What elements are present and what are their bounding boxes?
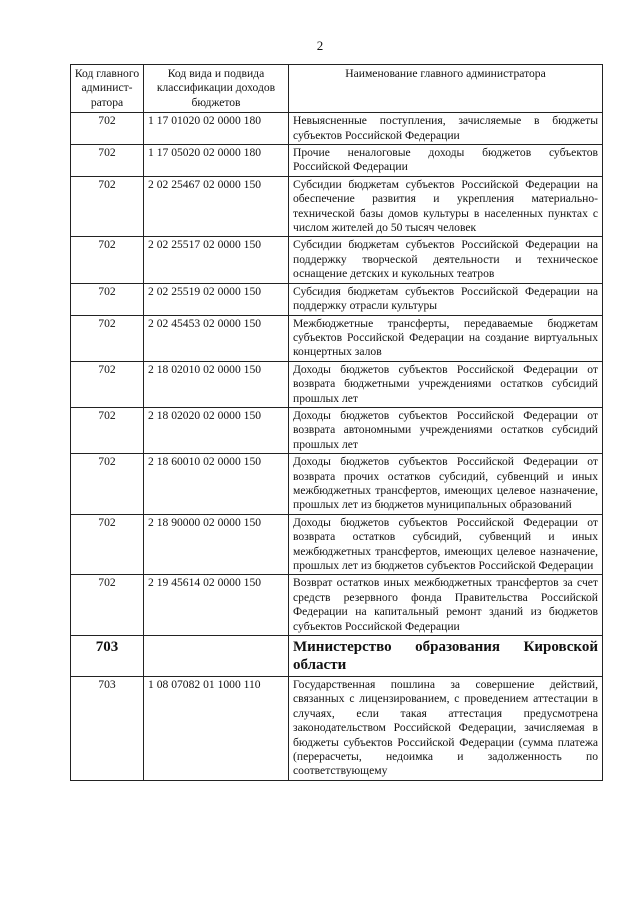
header-income-code: Код вида и подвида классификации доходов бюджетов [144,65,289,113]
admin-code-cell: 702 [71,454,144,515]
income-code-cell: 2 19 45614 02 0000 150 [144,575,289,636]
income-name-cell: Межбюджетные трансферты, передаваемые бюджетам субъектов Российской Федерации на создание виртуальных концертных залов [289,315,603,361]
admin-code-cell: 702 [71,283,144,315]
income-name-cell: Государственная пошлина за совершение действий, связанных с лицензированием, с проведением аттестации в случаях, если такая аттестация предусмотрена законодательством Российской Федерации, зачисляемая в бюджеты субъектов Российской Федерации (сумма платежа (перерасчеты, недоимка и задолженность по соответствующему [289,677,603,781]
income-name-cell: Прочие неналоговые доходы бюджетов субъектов Российской Федерации [289,145,603,177]
income-code-cell: 2 02 25519 02 0000 150 [144,283,289,315]
income-code-cell: 2 18 02010 02 0000 150 [144,361,289,407]
income-code-cell: 1 08 07082 01 1000 110 [144,677,289,781]
admin-code-cell: 703 [71,677,144,781]
income-code-cell: 2 18 60010 02 0000 150 [144,454,289,515]
header-admin-name: Наименование главного администратора [289,65,603,113]
income-name-cell: Невыясненные поступления, зачисляемые в бюджеты субъектов Российской Федерации [289,113,603,145]
section-admin-name: Министерство образования Кировской области [289,636,603,677]
table-row [71,677,603,781]
income-administrators-table [70,64,603,781]
table-row [71,176,603,237]
income-name-cell: Субсидии бюджетам субъектов Российской Федерации на обеспечение развития и укрепления материально-технической базы домов культуры в населенных пунктах с числом жителей до 50 тысяч человек [289,176,603,237]
table-row [71,237,603,283]
income-code-cell: 1 17 01020 02 0000 180 [144,113,289,145]
section-header-row [71,636,603,677]
header-admin-code: Код главного админист-ратора [71,65,144,113]
income-code-cell: 1 17 05020 02 0000 180 [144,145,289,177]
admin-code-cell: 702 [71,575,144,636]
admin-code-cell: 702 [71,407,144,453]
admin-code-cell: 702 [71,361,144,407]
table-row [71,361,603,407]
admin-code-cell: 702 [71,145,144,177]
table-row [71,113,603,145]
income-code-cell: 2 02 45453 02 0000 150 [144,315,289,361]
income-code-cell: 2 18 90000 02 0000 150 [144,514,289,575]
table-row [71,407,603,453]
table-row [71,575,603,636]
income-name-cell: Доходы бюджетов субъектов Российской Федерации от возврата остатков субсидий, субвенций и иных межбюджетных трансфертов, имеющих целевое назначение, прошлых лет из бюджетов субъектов Российской Федерации [289,514,603,575]
admin-code-cell: 702 [71,514,144,575]
income-code-cell: 2 02 25467 02 0000 150 [144,176,289,237]
income-name-cell: Субсидия бюджетам субъектов Российской Федерации на поддержку отрасли культуры [289,283,603,315]
admin-code-cell: 702 [71,237,144,283]
table-row [71,315,603,361]
admin-code-cell: 702 [71,113,144,145]
income-code-cell: 2 18 02020 02 0000 150 [144,407,289,453]
table-row [71,145,603,177]
admin-code-cell: 702 [71,315,144,361]
income-name-cell: Доходы бюджетов субъектов Российской Федерации от возврата бюджетными учреждениями остатков субсидий прошлых лет [289,361,603,407]
admin-code-cell: 702 [71,176,144,237]
income-name-cell: Доходы бюджетов субъектов Российской Федерации от возврата прочих остатков субсидий, субвенций и иных межбюджетных трансфертов, имеющих целевое назначение, прошлых лет из бюджетов муниципальных образований [289,454,603,515]
income-name-cell: Возврат остатков иных межбюджетных трансфертов за счет средств резервного фонда Правительства Российской Федерации на капитальный ремонт зданий из бюджетов субъектов Российской Федерации [289,575,603,636]
table-row [71,454,603,515]
income-name-cell: Субсидии бюджетам субъектов Российской Федерации на поддержку творческой деятельности и техническое оснащение детских и кукольных театров [289,237,603,283]
table-row [71,514,603,575]
income-code-cell: 2 02 25517 02 0000 150 [144,237,289,283]
table-header-row [71,65,603,113]
table-row [71,283,603,315]
page-number: 2 [316,38,324,53]
section-income-code [144,636,289,677]
income-name-cell: Доходы бюджетов субъектов Российской Федерации от возврата автономными учреждениями остатков субсидий прошлых лет [289,407,603,453]
section-admin-code: 703 [71,636,144,677]
